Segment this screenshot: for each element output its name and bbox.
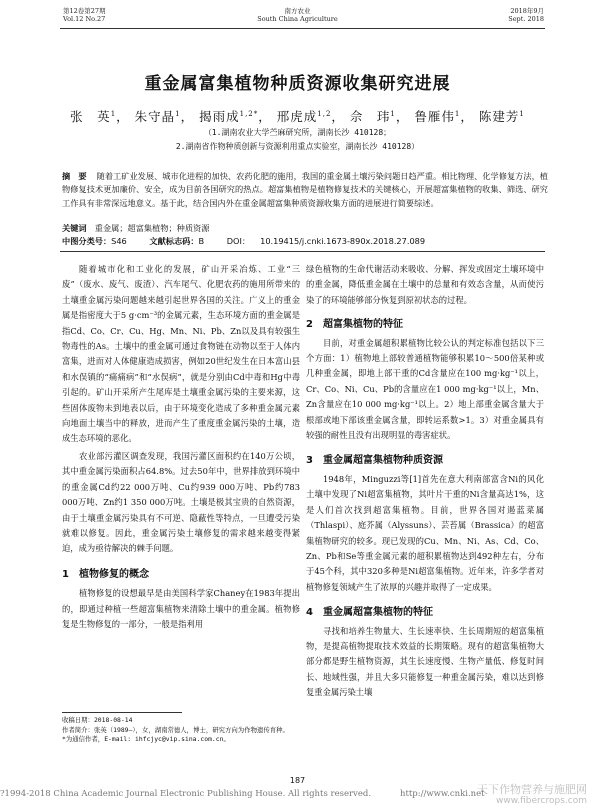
volume-cn: 第12卷第27期 (63, 7, 106, 15)
section-heading: 3 重金属超富集植物种质资源 (306, 455, 443, 467)
corresponding-author: *为通信作者，E-mail: ihfcjyc@vip.sina.com.cn。 (62, 735, 230, 744)
body-paragraph: 绿色植物的生命代谢活动来吸收、分解、挥发或固定土壤环境中的重金属，降低重金属在土壤中的总量和有效态含量，从而使污染了的环境能够部分恢复到原初状态的过程。 (306, 264, 544, 305)
author: 揭雨成$^{1,2*}$ (199, 109, 259, 124)
abstract-label: 摘 要 (62, 171, 87, 181)
watermark-url: www.fibercrops.com (496, 796, 587, 806)
journal-name (0, 7, 595, 23)
copyright-notice (0, 789, 485, 799)
affiliation-2: 2.湖南省作物种质创新与资源利用重点实验室，湖南长沙 410128） (175, 142, 420, 151)
author: 陈建芳$^1$ (478, 109, 525, 124)
author: 鲁雁伟$^1$ (414, 109, 461, 124)
author: 张 英$^1$ (70, 109, 117, 124)
paper-title: 重金属富集植物种质资源收集研究进展 (144, 74, 451, 94)
author: 邢虎成$^{1,2}$ (276, 109, 332, 124)
classification-line (62, 236, 548, 247)
abstract (62, 170, 548, 210)
doc-code-value: B (198, 236, 205, 246)
footnotes (62, 716, 300, 745)
author-list: 张 英$^1$， 朱守晶$^1$， 揭雨成$^{1,2*}$， 邢虎成$^{1,2}$， 佘 玮$^1$， 鲁雁伟$^1$， 陈建芳$^1$ (70, 109, 525, 124)
author-bio: 作者简介：张英（1989—），女，湖南常德人，博士，研究方向为作物遗传育种。 (62, 725, 289, 734)
body-left-column (62, 262, 300, 632)
issue-date-en: Sept. 2018 (508, 15, 544, 23)
body-paragraph: 随着城市化和工业化的发展，矿山开采冶炼、工业“三废”（废水、废气、废渣）、汽车尾气、化肥农药的施用所带来的土壤重金属污染问题越来越引起世界各国的关注。广义上的重金属是指密度大于5 g·cm⁻³的金属元素，生态环境方面的重金属是指Cd、Co、Cr、Cu、Hg、Mn、Ni、Pb、Zn以及具有较强生物毒性的As。土壤中的重金属可通过食物链在动物以至于人体内富集，进而对人体健康造成损害，例如20世纪发生在日本富山县和水俣镇的“痛痛病”和“水俣病”，就是分别由Cd中毒和Hg中毒引起的。矿山开采所产生尾库是土壤重金属污染的主要来源，这些固体废物未到地表以后，由于环境变化造成了多种重金属元素向地面土壤当中的释放，进而产生了重度重金属污染的土壤，造成生态环境的恶化。 (62, 264, 300, 444)
copyright-text: ?1994-2018 China Academic Journal Electronic Publishing House. All rights reserved. (0, 789, 372, 799)
site-watermark (477, 784, 587, 807)
clc-label: 中图分类号： (62, 236, 112, 246)
keywords-label: 关键词 (62, 223, 87, 233)
doi-value: 10.19415/j.cnki.1673-890x.2018.27.089 (260, 236, 426, 246)
volume-en: Vol.12 No.27 (63, 15, 106, 23)
body-right-column (306, 262, 544, 701)
body-paragraph: 农业部污灌区调查发现，我国污灌区面积约在140万公顷，其中重金属污染面积占64.8%。过去50年中，世界排放到环境中的重金属Cd约22 000万吨、Cu约939 000万吨、Pb约783 000万吨、Zn约1 350 000万吨。土壤是极其宝贵的自然资源，由于土壤重金属污染具有不可逆、隐蔽性等特点，一旦遭受污染就难以修复。因此，重金属污染土壤修复的需求越来越变得紧迫，成为亟待解决的棘手问题。 (62, 450, 300, 554)
body-paragraph: 植物修复的设想最早是由美国科学家Chaney在1983年提出的，即通过种植一些超富集植物来清除土壤中的重金属。植物修复是生物修复的一部分，一般是指利用 (62, 588, 300, 629)
keywords (62, 223, 548, 234)
keywords-text: 重金属；超富集植物；种质资源 (94, 223, 210, 233)
clc-value: S46 (111, 236, 127, 246)
author: 佘 玮$^1$ (349, 109, 396, 124)
doc-code-label: 文献标志码： (149, 236, 199, 246)
body-paragraph: 寻找和培养生物量大、生长速率快、生长周期短的超富集植物，是提高植物提取技术效益的长期策略。现有的超富集植物大部分都是野生植物资源，其生长速度慢、生物产量低、修复时间长、地域性强，并且大多只能修复一种重金属污染，难以达到修复重金属污染土壤 (306, 625, 544, 698)
section-heading: 4 重金属超富集植物的特征 (306, 607, 433, 619)
journal-name-en: South China Agriculture (257, 15, 338, 23)
section-heading: 2 超富集植物的特征 (306, 319, 403, 331)
journal-name-cn: 南方农业 (284, 7, 311, 15)
header-rule (60, 28, 545, 29)
received-date: 收稿日期：2018-08-14 (62, 716, 133, 724)
section-heading: 1 植物修复的概念 (62, 568, 149, 580)
body-paragraph: 目前，对重金属超积累植物比较公认的判定标准包括以下三个方面：1）植物地上部较普通植物能够积累10～500倍某种或几种重金属，即地上部干重的Cd含量应在100 mg·kg⁻¹以上，Cr、Co、Ni、Cu、Pb的含量应在1 000 mg·kg⁻¹以上，Mn、Zn含量应在10 000 mg·kg⁻¹以上。2）地上部重金属含量大于根部或地下部该重金属含量，即转运系数>1。3）对重金属具有较强的耐性且没有出现明显的毒害症状。 (306, 337, 544, 441)
issue-date-cn: 2018年9月 (510, 7, 544, 15)
page-number: 187 (289, 776, 306, 785)
abstract-text: 随着工矿业发展、城市化进程的加快、农药化肥的施用，我国的重金属土壤污染问题日趋严重。相比物理、化学修复方法，植物修复技术更加廉价、安全，成为目前各国研究的热点。超富集植物是植物修复技术的关键核心，开展超富集植物的收集、筛选、研究工作具有非常深远地意义。基于此，结合国内外在重金属超富集种质资源收集方面的进展进行简要综述。 (62, 171, 548, 208)
abstract-rule (60, 251, 545, 252)
issue-date (508, 7, 544, 23)
author: 朱守晶$^1$ (134, 109, 181, 124)
affiliation-1: （1.湖南农业大学苎麻研究所，湖南长沙 410128； (203, 128, 392, 137)
body-paragraph: 1948年，Minguzzi等[1]首先在意大利南部富含Ni的风化土壤中发现了Ni超富集植物，其叶片干重的Ni含量高达1%，这是人们首次找到超富集植物。目前，世界各国对遏蓝菜属（Thlaspi）、庭芥属（Alyssuns）、芸苔属（Brassica）的超富集植物研究的较多。现已发现的Cu、Mn、Ni、As、Cd、Co、Zn、Pb和Se等重金属元素的超积累植物达到492种左右，分布于45个科，其中320多种是Ni超富集植物。近年来，许多学者对植物修复领域产生了浓厚的兴趣并取得了一定成果。 (306, 473, 544, 592)
watermark-text: 天下作物营养与施肥网 (477, 783, 587, 796)
footnote-rule (62, 712, 182, 713)
doi-label: DOI： (226, 236, 251, 246)
cnki-link[interactable]: http://www.cnki.net (400, 789, 485, 799)
